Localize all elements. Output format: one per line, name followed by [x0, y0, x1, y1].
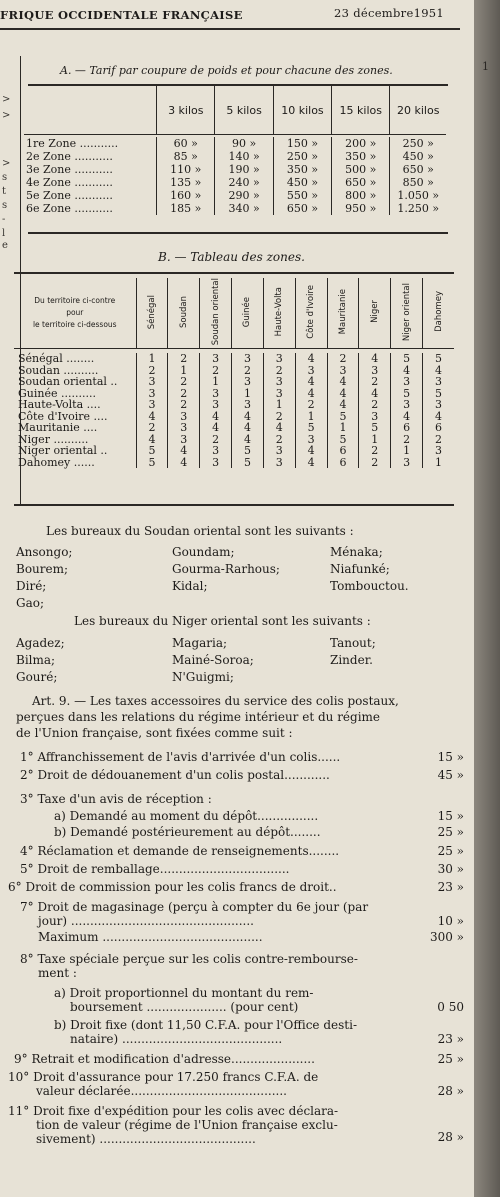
fee-value: 28 »	[437, 1084, 464, 1098]
zones-cell: 4	[168, 445, 200, 457]
fee-item: sivement) .........................................	[36, 1132, 256, 1146]
tarif-cell: 190 »	[215, 163, 273, 176]
zones-cell: 5	[295, 422, 327, 434]
tarif-cell: 1.250 »	[390, 202, 446, 215]
zones-cell: 1	[232, 388, 264, 400]
zones-cell: 4	[327, 376, 359, 388]
office-name: Goundam;	[172, 545, 235, 559]
zones-cell: 3	[391, 399, 423, 411]
zones-cell: 5	[232, 445, 264, 457]
tarif-cell: 1.050 »	[390, 189, 446, 202]
zones-cell: 5	[136, 457, 168, 469]
zones-cell: 3	[263, 353, 295, 365]
office-name: Mainé-Soroa;	[172, 653, 254, 667]
zones-cell: 3	[232, 399, 264, 411]
tarif-table	[24, 86, 446, 215]
tarif-cell: 60 »	[157, 137, 215, 150]
zone-label: 3e Zone ...........	[26, 163, 113, 176]
margin-mark: e	[2, 240, 8, 251]
office-name: Niafunké;	[330, 562, 390, 576]
tarif-cell: 340 »	[215, 202, 273, 215]
zones-row-label: Niger ..........	[18, 432, 89, 446]
tarif-title: A. — Tarif par coupure de poids et pour chacune des zones.	[60, 64, 393, 77]
zones-cell: 2	[168, 376, 200, 388]
zones-cell: 1	[423, 457, 454, 469]
tarif-cell: 290 »	[215, 189, 273, 202]
tarif-cell: 500 »	[332, 163, 390, 176]
zones-cell: 2	[232, 365, 264, 377]
zones-cell: 3	[263, 457, 295, 469]
fee-value: 23 »	[437, 1032, 464, 1046]
office-name: Diré;	[16, 579, 47, 593]
office-name: Bilma;	[16, 653, 56, 667]
zones-cell: 1	[136, 353, 168, 365]
office-name: Gao;	[16, 596, 45, 610]
tarif-cell: 850 »	[390, 176, 446, 189]
zones-cell: 1	[327, 422, 359, 434]
fee-value: 300 »	[429, 930, 464, 944]
zones-cell: 4	[295, 353, 327, 365]
margin-mark: t	[2, 186, 7, 197]
zones-cell: 3	[295, 365, 327, 377]
table-row	[24, 163, 446, 176]
zones-cell: 4	[423, 365, 454, 377]
fee-value: 15 »	[437, 750, 464, 764]
margin-mark: s	[2, 200, 8, 211]
fee-item: 8° Taxe spéciale perçue sur les colis contre-rembourse-	[20, 952, 358, 966]
zones-cell: 5	[359, 422, 391, 434]
zones-cell: 3	[263, 445, 295, 457]
article-line: Art. 9. — Les taxes accessoires du service des colis postaux,	[32, 694, 399, 708]
fee-item: 2° Droit de dédouanement d'un colis postal............	[20, 768, 330, 782]
zones-cell: 1	[391, 445, 423, 457]
zones-cell: 4	[136, 411, 168, 423]
zones-cell: 2	[200, 365, 232, 377]
tarif-cell: 250 »	[390, 137, 446, 150]
zones-cell: 4	[232, 434, 264, 446]
zones-cell: 6	[327, 445, 359, 457]
margin-mark: -	[2, 214, 6, 225]
zones-cell: 2	[359, 399, 391, 411]
fee-value: 10 »	[437, 914, 464, 928]
article-line: de l'Union française, sont fixées comme suit :	[16, 726, 293, 740]
zones-cell: 2	[295, 399, 327, 411]
table-row	[24, 176, 446, 189]
corner-line: pour	[66, 308, 84, 318]
fee-value: 25 »	[437, 1052, 464, 1066]
tarif-col-header: 5 kilos	[215, 86, 273, 135]
zones-cell: 2	[168, 399, 200, 411]
zones-cell: 2	[168, 353, 200, 365]
tarif-col-header: 10 kilos	[273, 86, 331, 135]
office-name: Agadez;	[16, 636, 65, 650]
zones-col-header: Côte d'Ivoire	[306, 284, 317, 339]
zones-table	[14, 278, 454, 468]
tarif-cell: 450 »	[390, 150, 446, 163]
zones-cell: 5	[423, 388, 454, 400]
zones-cell: 3	[423, 399, 454, 411]
margin-mark: s	[2, 172, 8, 183]
zones-cell: 3	[263, 376, 295, 388]
fee-item: ment :	[38, 966, 77, 980]
office-name: Tanout;	[330, 636, 376, 650]
zones-cell: 3	[136, 399, 168, 411]
fee-value: 15 »	[437, 809, 464, 823]
zones-cell: 4	[232, 411, 264, 423]
niger-heading: Les bureaux du Niger oriental sont les suivants :	[74, 614, 371, 628]
corner-line: le territoire ci-dessous	[32, 320, 117, 330]
fee-item: 6° Droit de commission pour les colis francs de droit..	[8, 880, 337, 894]
zones-cell: 2	[136, 365, 168, 377]
zones-row-label: Dahomey ......	[18, 455, 95, 469]
zones-cell: 2	[263, 434, 295, 446]
tarif-col-header: 3 kilos	[157, 86, 215, 135]
zone-label: 6e Zone ...........	[26, 202, 113, 215]
zones-cell: 4	[423, 411, 454, 423]
margin-mark: >	[2, 158, 11, 169]
zones-cell: 2	[423, 434, 454, 446]
zones-cell: 4	[327, 388, 359, 400]
zones-cell: 4	[295, 457, 327, 469]
tarif-col-header: 20 kilos	[390, 86, 446, 135]
fee-item: 5° Droit de remballage..................................	[20, 862, 290, 876]
zones-cell: 4	[295, 376, 327, 388]
zones-row-label: Haute-Volta ....	[18, 398, 101, 412]
zone-label: 2e Zone ...........	[26, 150, 113, 163]
zones-cell: 3	[232, 376, 264, 388]
zones-cell: 3	[327, 365, 359, 377]
table-row	[24, 137, 446, 150]
fee-item: Maximum ..........................................	[38, 930, 263, 944]
zones-cell: 5	[327, 411, 359, 423]
fee-item: 1° Affranchissement de l'avis d'arrivée d'un colis......	[20, 750, 341, 764]
zones-col-header: Soudan	[178, 295, 189, 328]
zones-cell: 1	[168, 365, 200, 377]
tarif-cell: 450 »	[273, 176, 331, 189]
office-name: N'Guigmi;	[172, 670, 234, 684]
tarif-cell: 90 »	[215, 137, 273, 150]
zones-cell: 3	[391, 457, 423, 469]
tarif-cell: 800 »	[332, 189, 390, 202]
soudan-heading: Les bureaux du Soudan oriental sont les suivants :	[46, 524, 354, 538]
zones-row-label: Soudan ..........	[18, 363, 99, 377]
page-edge	[474, 0, 500, 1197]
office-name: Kidal;	[172, 579, 208, 593]
zones-cell: 4	[232, 422, 264, 434]
zones-corner	[14, 278, 136, 349]
tarif-cell: 150 »	[273, 137, 331, 150]
zones-cell: 5	[327, 434, 359, 446]
fee-item: boursement ..................... (pour cent)	[70, 1000, 299, 1014]
zones-cell: 3	[200, 388, 232, 400]
zones-cell: 3	[200, 445, 232, 457]
office-name: Tombouctou.	[330, 579, 409, 593]
tarif-cell: 650 »	[390, 163, 446, 176]
table-row	[24, 150, 446, 163]
article-line: perçues dans les relations du régime intérieur et du régime	[16, 710, 381, 724]
zones-cell: 3	[168, 411, 200, 423]
zones-cell: 3	[136, 388, 168, 400]
zones-cell: 2	[359, 376, 391, 388]
zones-row-label: Guinée ..........	[18, 386, 96, 400]
fee-item: nataire) ..........................................	[70, 1032, 283, 1046]
tarif-cell: 160 »	[157, 189, 215, 202]
zones-cell: 3	[359, 411, 391, 423]
zones-cell: 4	[327, 399, 359, 411]
zones-cell: 2	[359, 445, 391, 457]
edge-mark: 1	[482, 60, 489, 73]
zones-cell: 3	[200, 457, 232, 469]
zones-cell: 3	[168, 434, 200, 446]
zones-cell: 3	[232, 353, 264, 365]
table-row	[24, 189, 446, 202]
zones-cell: 5	[391, 353, 423, 365]
zones-cell: 2	[136, 422, 168, 434]
margin-mark: >	[2, 110, 11, 121]
zones-cell: 3	[168, 422, 200, 434]
tarif-cell: 350 »	[273, 163, 331, 176]
zones-row-label: Sénégal ........	[18, 352, 95, 366]
zones-cell: 2	[263, 411, 295, 423]
margin-mark: l	[2, 228, 6, 239]
zones-cell: 5	[423, 353, 454, 365]
fee-value: 25 »	[437, 844, 464, 858]
fee-item: 4° Réclamation et demande de renseignements........	[20, 844, 340, 858]
fee-item: 10° Droit d'assurance pour 17.250 francs C.F.A. de	[8, 1070, 319, 1084]
fee-item: 9° Retrait et modification d'adresse......................	[14, 1052, 315, 1066]
tarif-cell: 200 »	[332, 137, 390, 150]
zones-cell: 3	[263, 388, 295, 400]
zone-label: 1re Zone ...........	[26, 137, 119, 150]
tarif-cell: 140 »	[215, 150, 273, 163]
header-title: FRIQUE OCCIDENTALE FRANÇAISE	[0, 8, 243, 22]
zones-col-header: Guinée	[242, 296, 253, 327]
zones-cell: 1	[295, 411, 327, 423]
zones-cell: 6	[423, 422, 454, 434]
zones-cell: 4	[200, 422, 232, 434]
zones-row-label: Côte d'Ivoire ....	[18, 409, 108, 423]
zones-col-header: Niger oriental	[401, 282, 412, 341]
tarif-col-header: 15 kilos	[332, 86, 390, 135]
zone-label: 4e Zone ...........	[26, 176, 113, 189]
zones-cell: 4	[168, 457, 200, 469]
zones-cell: 4	[295, 445, 327, 457]
office-name: Zinder.	[330, 653, 373, 667]
table-row	[24, 202, 446, 215]
office-name: Gouré;	[16, 670, 58, 684]
zones-cell: 2	[359, 457, 391, 469]
fee-item: 3° Taxe d'un avis de réception :	[20, 792, 212, 806]
office-name: Ménaka;	[330, 545, 383, 559]
fee-item: b) Demandé postérieurement au dépôt........	[54, 825, 321, 839]
zones-cell: 6	[391, 422, 423, 434]
zones-cell: 4	[359, 353, 391, 365]
fee-item: a) Droit proportionnel du montant du rem-	[54, 986, 314, 1000]
tarif-cell: 650 »	[273, 202, 331, 215]
zones-cell: 4	[263, 422, 295, 434]
zones-title: B. — Tableau des zones.	[158, 250, 305, 264]
zones-cell: 1	[200, 376, 232, 388]
tarif-cell: 135 »	[157, 176, 215, 189]
fee-value: 0 50	[437, 1000, 464, 1014]
office-name: Gourma-Rarhous;	[172, 562, 280, 576]
zones-col-header: Haute-Volta	[274, 286, 285, 337]
zones-cell: 3	[200, 353, 232, 365]
tarif-cell: 240 »	[215, 176, 273, 189]
zones-cell: 2	[168, 388, 200, 400]
fee-value: 30 »	[437, 862, 464, 876]
fee-item: tion de valeur (régime de l'Union française exclu-	[36, 1118, 338, 1132]
zones-cell: 4	[391, 411, 423, 423]
zones-cell: 2	[327, 353, 359, 365]
header-rule	[0, 28, 460, 30]
tarif-cell: 350 »	[332, 150, 390, 163]
zones-cell: 3	[423, 376, 454, 388]
zones-cell: 1	[359, 434, 391, 446]
zones-cell: 2	[391, 434, 423, 446]
zones-row-label: Niger oriental ..	[18, 444, 108, 458]
zones-cell: 1	[263, 399, 295, 411]
zones-cell: 2	[200, 434, 232, 446]
zones-cell: 4	[200, 411, 232, 423]
fee-item: jour) ................................................	[38, 914, 254, 928]
zones-row-label: Mauritanie ....	[18, 421, 98, 435]
fee-value: 25 »	[437, 825, 464, 839]
zones-cell: 4	[136, 434, 168, 446]
zones-row-label: Soudan oriental ..	[18, 375, 118, 389]
zones-col-header: Sénégal	[146, 294, 157, 329]
zones-cell: 3	[136, 376, 168, 388]
page-header	[0, 4, 474, 26]
tarif-cell: 650 »	[332, 176, 390, 189]
zones-cell: 3	[391, 376, 423, 388]
zones-col-header: Mauritanie	[337, 288, 348, 335]
zones-cell: 5	[232, 457, 264, 469]
zone-label: 5e Zone ...........	[26, 189, 113, 202]
zones-cell: 3	[359, 365, 391, 377]
zones-col-header: Soudan oriental	[210, 278, 221, 346]
header-date: 23 décembre1951	[334, 6, 445, 20]
tarif-cell: 950 »	[332, 202, 390, 215]
fee-value: 28 »	[437, 1130, 464, 1144]
zones-cell: 3	[295, 434, 327, 446]
zones-cell: 4	[391, 365, 423, 377]
corner-line: Du territoire ci-contre	[34, 296, 116, 306]
zones-cell: 6	[327, 457, 359, 469]
office-name: Magaria;	[172, 636, 228, 650]
zones-bottom-rule	[14, 504, 454, 506]
zones-cell: 5	[391, 388, 423, 400]
fee-item: 7° Droit de magasinage (perçu à compter du 6e jour (par	[20, 900, 369, 914]
zones-cell: 4	[295, 388, 327, 400]
zones-top-rule	[14, 272, 454, 274]
tarif-cell: 185 »	[157, 202, 215, 215]
zones-cell: 3	[200, 399, 232, 411]
margin-mark: >	[2, 94, 11, 105]
fee-item: b) Droit fixe (dont 11,50 C.F.A. pour l'Office desti-	[54, 1018, 357, 1032]
office-name: Ansongo;	[16, 545, 73, 559]
fee-item: 11° Droit fixe d'expédition pour les colis avec déclara-	[8, 1104, 339, 1118]
fee-item: a) Demandé au moment du dépôt................	[54, 809, 319, 823]
zones-cell: 3	[423, 445, 454, 457]
tarif-cell: 250 »	[273, 150, 331, 163]
fee-item: valeur déclarée.........................................	[36, 1084, 287, 1098]
zones-cell: 5	[136, 445, 168, 457]
tarif-cell: 85 »	[157, 150, 215, 163]
fee-value: 45 »	[437, 768, 464, 782]
tarif-bottom-rule	[28, 232, 448, 234]
office-name: Bourem;	[16, 562, 69, 576]
zones-col-header: Niger	[369, 300, 380, 324]
zones-cell: 4	[359, 388, 391, 400]
zones-cell: 2	[263, 365, 295, 377]
fee-value: 23 »	[437, 880, 464, 894]
tarif-cell: 110 »	[157, 163, 215, 176]
tarif-cell: 550 »	[273, 189, 331, 202]
zones-col-header: Dahomey	[433, 291, 444, 333]
table-row	[14, 457, 454, 469]
